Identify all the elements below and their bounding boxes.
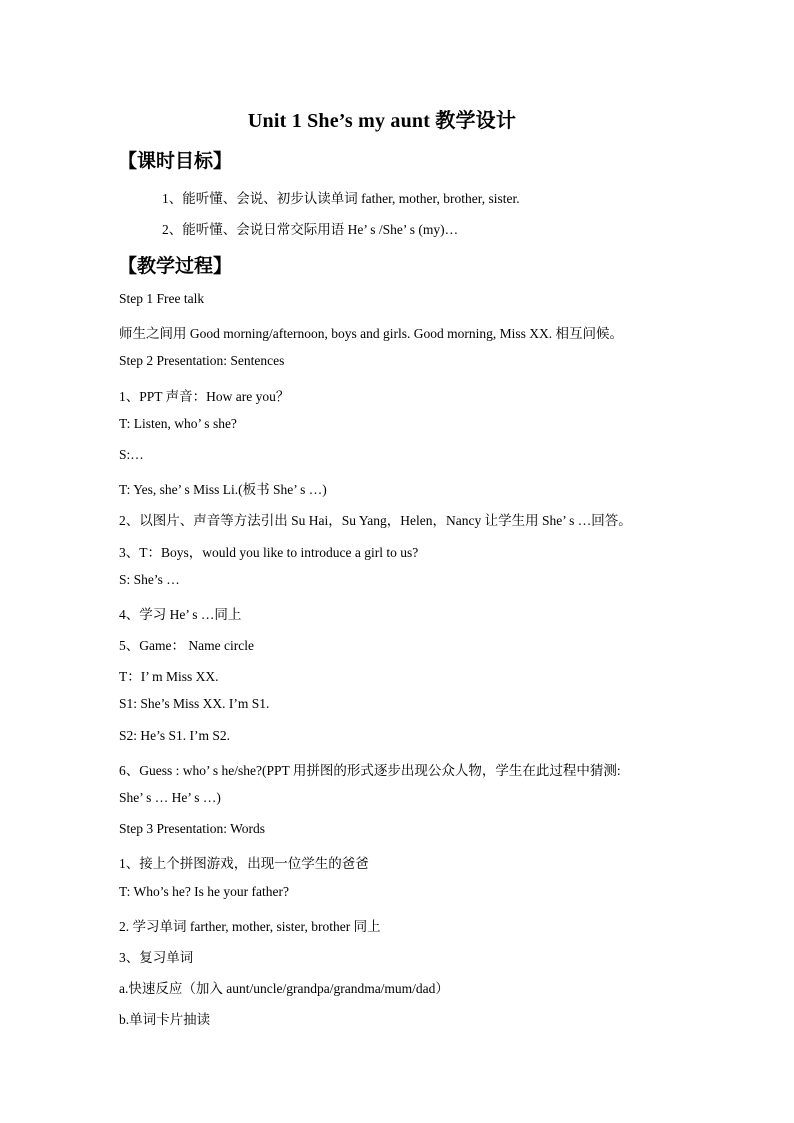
process-line: 2. 学习单词 farther, mother, sister, brother 同上: [119, 919, 381, 934]
process-line: She’ s … He’ s …): [119, 790, 221, 805]
process-line: 2、以图片、声音等方法引出 Su Hai，Su Yang，Helen，Nancy 让学生用 She’ s …回答。: [119, 513, 632, 528]
process-line: Step 3 Presentation: Words: [119, 821, 266, 836]
process-line: 师生之间用 Good morning/afternoon, boys and girls. Good morning, Miss XX. 相互问候。: [119, 326, 623, 341]
objective-item: 1、能听懂、会说、初步认读单词 father, mother, brother, sister.: [162, 191, 520, 206]
process-line: T: Listen, who’ s she?: [119, 416, 237, 431]
objective-item: 2、能听懂、会说日常交际用语 He’ s /She’ s (my)…: [162, 222, 459, 237]
process-line: S: She’s …: [119, 572, 180, 587]
process-line: 1、PPT 声音：How are you？: [119, 389, 290, 404]
document-title: Unit 1 She’s my aunt 教学设计: [247, 110, 517, 132]
process-line: S1: She’s Miss XX. I’m S1.: [119, 696, 270, 711]
objectives-heading: 【课时目标】: [118, 150, 233, 172]
process-line: 5、Game： Name circle: [119, 638, 254, 653]
process-line: 3、T：Boys，would you like to introduce a girl to us?: [119, 545, 419, 560]
process-line: 1、接上个拼图游戏，出现一位学生的爸爸: [119, 856, 369, 871]
process-line: 3、复习单词: [119, 950, 194, 965]
process-line: a.快速反应（加入 aunt/uncle/grandpa/grandma/mum/dad）: [119, 981, 449, 996]
process-line: 6、Guess : who’ s he/she?(PPT 用拼图的形式逐步出现公众人物，学生在此过程中猜测:: [119, 763, 621, 778]
process-line: Step 1 Free talk: [119, 291, 205, 306]
process-line: T：I’ m Miss XX.: [119, 669, 219, 684]
process-line: 4、学习 He’ s …同上: [119, 607, 242, 622]
process-line: S:…: [119, 447, 144, 462]
process-line: b.单词卡片抽读: [119, 1012, 211, 1027]
process-line: T: Yes, she’ s Miss Li.(板书 She’ s …): [119, 482, 327, 497]
process-line: T: Who’s he? Is he your father?: [119, 884, 290, 899]
process-heading: 【教学过程】: [118, 255, 233, 277]
process-line: Step 2 Presentation: Sentences: [119, 353, 285, 368]
process-line: S2: He’s S1. I’m S2.: [119, 728, 231, 743]
